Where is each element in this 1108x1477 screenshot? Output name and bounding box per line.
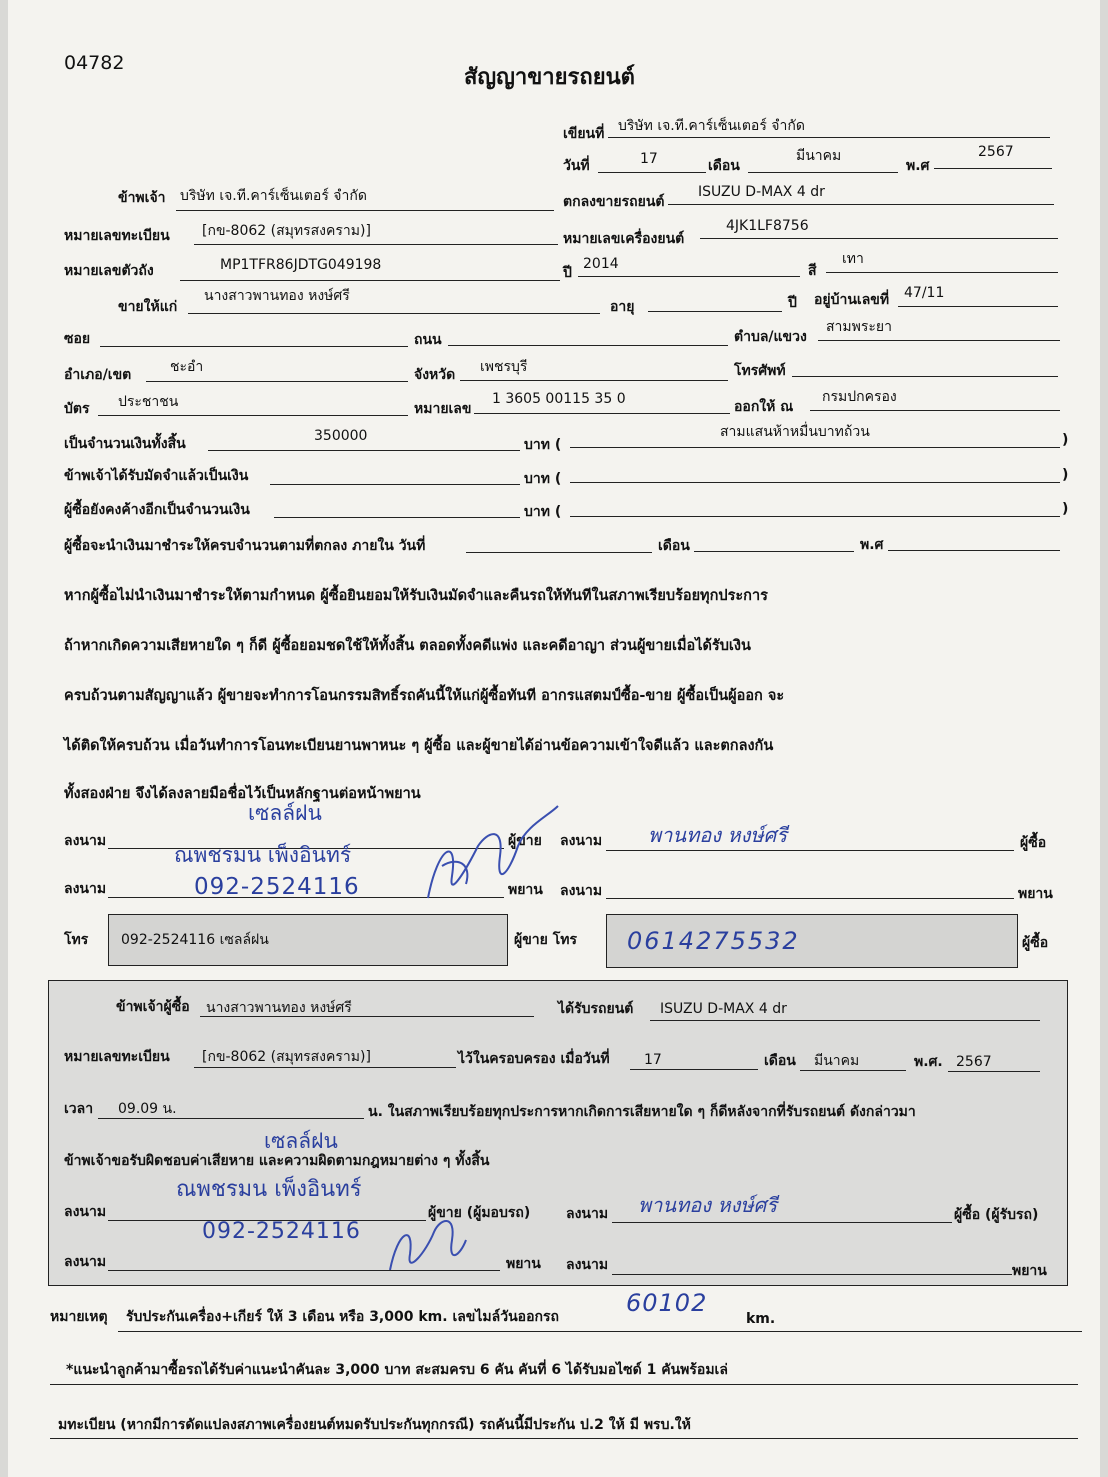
subdistrict-value: สามพระยา [826, 319, 892, 335]
province-value: เพชรบุรี [480, 359, 528, 375]
seller-label: ข้าพเจ้า [118, 190, 166, 206]
road-label: ถนน [414, 332, 442, 348]
remaining-close: ) [1062, 501, 1069, 517]
chassis-no-label: หมายเลขตัวถัง [64, 263, 154, 279]
receipt-section [48, 980, 1068, 1286]
buyer-value: นางสาวพานทอง หงษ์ศรี [204, 288, 350, 304]
seller-phone-role: ผู้ขาย โทร [514, 932, 577, 948]
buyer-label: ขายให้แก่ [118, 299, 178, 315]
receipt-time-label: เวลา [64, 1101, 94, 1117]
total-words-value: สามแสนห้าหมื่นบาทถ้วน [720, 424, 870, 440]
seller-phone-value: 092-2524116 เซลล์ฝน [121, 932, 269, 948]
registration-label: หมายเลขทะเบียน [64, 228, 170, 244]
house-no-label: อยู่บ้านเลขที่ [814, 292, 890, 308]
receipt-buyer-sign-label: ลงนาม [566, 1206, 609, 1222]
total-baht-label: บาท ( [524, 437, 562, 453]
page-title: สัญญาขายรถยนต์ [464, 65, 635, 90]
car-model-value: ISUZU D-MAX 4 dr [698, 184, 825, 200]
total-value: 350000 [314, 428, 368, 444]
document-number: 04782 [64, 52, 125, 74]
receipt-day-value: 17 [644, 1052, 662, 1068]
receipt-buyer-signature: พานทอง หงษ์ศรี [638, 1193, 777, 1217]
receipt-time-value: 09.09 น. [118, 1101, 177, 1117]
receipt-stamp-nickname: เซลล์ฝน [264, 1129, 338, 1153]
seller-value: บริษัท เจ.ที.คาร์เซ็นเตอร์ จำกัด [180, 188, 367, 204]
receipt-car-value: ISUZU D-MAX 4 dr [660, 1001, 787, 1017]
receipt-reg-value: [กข-8062 (สมุทรสงคราม)] [202, 1049, 371, 1065]
written-at-value: บริษัท เจ.ที.คาร์เซ็นเตอร์ จำกัด [618, 118, 805, 134]
buyer-sign-label: ลงนาม [560, 833, 603, 849]
receipt-month-label: เดือน [764, 1053, 796, 1069]
phone-label: โทรศัพท์ [734, 363, 786, 379]
contract-page [8, 0, 1100, 1477]
deposit-label: ข้าพเจ้าได้รับมัดจำแล้วเป็นเงิน [64, 468, 249, 484]
note-line-2: *แนะนำลูกค้ามาซื้อรถได้รับค่าแนะนำคันละ 3,000 บาท สะสมครบ 6 คัน คันที่ 6 ได้รับมอไซด์ 1 คันพร้อมเล่ [66, 1362, 728, 1378]
note-line-1: รับประกันเครื่อง+เกียร์ ให้ 3 เดือน หรือ 3,000 km. เลขไมล์วันออกรถ [126, 1309, 559, 1325]
seller-sign-label: ลงนาม [64, 833, 107, 849]
terms-line-5: ทั้งสองฝ่าย จึงได้ลงลายมือชื่อไว้เป็นหลักฐานต่อหน้าพยาน [64, 786, 421, 802]
color-value: เทา [842, 251, 864, 267]
receipt-stamp-phone: 092-2524116 [202, 1219, 361, 1244]
receipt-seller-sign-label: ลงนาม [64, 1204, 107, 1220]
due-month-label: เดือน [658, 538, 690, 554]
buyer-phone-box [606, 914, 1018, 968]
buyer-role-label: ผู้ซื้อ [1020, 835, 1047, 851]
receipt-car-label: ได้รับรถยนต์ [558, 1001, 634, 1017]
district-label: อำเภอ/เขต [64, 367, 132, 383]
receipt-witness1-role: พยาน [506, 1256, 541, 1272]
phone-row-label: โทร [64, 932, 89, 948]
car-model-label: ตกลงขายรถยนต์ [563, 194, 665, 210]
remaining-label: ผู้ซื้อยังคงค้างอีกเป็นจำนวนเงิน [64, 502, 250, 518]
written-at-label: เขียนที่ [563, 126, 605, 142]
issued-by-value: กรมปกครอง [822, 389, 897, 405]
receipt-clause-2: ข้าพเจ้าขอรับผิดชอบค่าเสียหาย และความผิดตามกฎหมายต่าง ๆ ทั้งสิ้น [64, 1153, 490, 1169]
witness1-sign-label: ลงนาม [64, 881, 107, 897]
date-day-label: วันที่ [563, 158, 590, 174]
due-date-label: ผู้ซื้อจะนำเงินมาชำระให้ครบจำนวนตามที่ตกลง ภายใน วันที่ [64, 538, 426, 554]
date-month-label: เดือน [708, 158, 740, 174]
receipt-witness1-label: ลงนาม [64, 1254, 107, 1270]
year-label: ปี [563, 265, 572, 281]
buyer-phone-value: 0614275532 [627, 927, 800, 955]
house-no-value: 47/11 [904, 285, 945, 301]
date-month: มีนาคม [796, 148, 842, 164]
id-no-label: หมายเลข [414, 401, 472, 417]
seller-stamp-phone: 092-2524116 [194, 874, 360, 900]
district-value: ชะอำ [170, 359, 204, 375]
note-label: หมายเหตุ [50, 1309, 108, 1325]
color-label: สี [808, 263, 817, 279]
seller-phone-box [108, 914, 508, 966]
id-card-type: ประชาชน [118, 394, 179, 410]
receipt-witness2-label: ลงนาม [566, 1257, 609, 1273]
receipt-witness2-role: พยาน [1012, 1263, 1047, 1279]
buyer-signature: พานทอง หงษ์ศรี [648, 823, 787, 847]
subdistrict-label: ตำบล/แขวง [734, 329, 807, 345]
issued-by-label: ออกให้ ณ [734, 399, 794, 415]
buyer-age-unit: ปี [788, 295, 797, 311]
seller-signature-scribble [408, 806, 568, 916]
witness2-role-label: พยาน [1018, 886, 1053, 902]
receipt-buyer-label: ข้าพเจ้าผู้ซื้อ [116, 999, 190, 1015]
receipt-reg-label: หมายเลขทะเบียน [64, 1049, 170, 1065]
seller-stamp-nickname: เซลล์ฝน [248, 801, 322, 825]
seller-role-label: ผู้ขาย [508, 833, 542, 849]
receipt-year-value: 2567 [956, 1054, 992, 1070]
deposit-close: ) [1062, 467, 1069, 483]
registration-value: [กข-8062 (สมุทรสงคราม)] [202, 223, 371, 239]
id-no-value: 1 3605 00115 35 0 [492, 391, 626, 407]
note-mileage: 60102 [626, 1289, 708, 1317]
receipt-buyer-value: นางสาวพานทอง หงษ์ศรี [206, 1000, 352, 1016]
total-label: เป็นจำนวนเงินทั้งสิ้น [64, 436, 186, 452]
buyer-phone-role: ผู้ซื้อ [1022, 935, 1049, 951]
id-card-label: บัตร [64, 401, 90, 417]
date-day: 17 [640, 151, 658, 167]
receipt-seller-role: ผู้ขาย (ผู้มอบรถ) [428, 1205, 531, 1221]
remaining-baht-label: บาท ( [524, 504, 562, 520]
receipt-date-label: ไว้ในครอบครอง เมื่อวันที่ [458, 1051, 610, 1067]
date-year: 2567 [978, 144, 1014, 160]
chassis-no-value: MP1TFR86JDTG049198 [220, 257, 382, 273]
date-year-label: พ.ศ [906, 158, 930, 174]
engine-no-value: 4JK1LF8756 [726, 218, 809, 234]
terms-line-1: หากผู้ซื้อไม่นำเงินมาชำระให้ตามกำหนด ผู้ซื้อยินยอมให้รับเงินมัดจำและคืนรถให้ทันทีในสภาพเรียบร้อยทุกประการ [64, 588, 768, 604]
total-close: ) [1062, 432, 1069, 448]
note-km-unit: km. [746, 1311, 776, 1327]
terms-line-4: ได้ติดให้ครบถ้วน เมื่อวันทำการโอนทะเบียนยานพาหนะ ๆ ผู้ซื้อ และผู้ขายได้อ่านข้อความเข้าใจดีแล้ว และตกลงกัน [64, 738, 774, 754]
deposit-baht-label: บาท ( [524, 471, 562, 487]
receipt-year-label: พ.ศ. [914, 1054, 943, 1070]
province-label: จังหวัด [414, 367, 456, 383]
receipt-month-value: มีนาคม [814, 1053, 860, 1069]
year-value: 2014 [583, 256, 619, 272]
due-year-label: พ.ศ [860, 537, 884, 553]
terms-line-3: ครบถ้วนตามสัญญาแล้ว ผู้ขายจะทำการโอนกรรมสิทธิ์รถคันนี้ให้แก่ผู้ซื้อทันที อากรแสตมป์ซื้อ-ขาย ผู้ซื้อเป็นผู้ออก จะ [64, 688, 785, 704]
soi-label: ซอย [64, 331, 91, 347]
engine-no-label: หมายเลขเครื่องยนต์ [563, 231, 685, 247]
receipt-seller-scribble [380, 1200, 470, 1280]
terms-line-2: ถ้าหากเกิดความเสียหายใด ๆ ก็ดี ผู้ซื้อยอมชดใช้ให้ทั้งสิ้น ตลอดทั้งคดีแพ่ง และคดีอาญา ส่วนผู้ขายเมื่อได้รับเงิน [64, 638, 751, 654]
receipt-buyer-role: ผู้ซื้อ (ผู้รับรถ) [954, 1207, 1039, 1223]
seller-stamp-fullname: ณพชรมน เพ็งอินทร์ [174, 843, 352, 867]
receipt-stamp-fullname: ณพชรมน เพ็งอินทร์ [176, 1177, 362, 1202]
buyer-age-label: อายุ [610, 299, 635, 315]
receipt-clause-1: น. ในสภาพเรียบร้อยทุกประการหากเกิดการเสียหายใด ๆ ก็ดีหลังจากที่รับรถยนต์ ดังกล่าวมา [368, 1104, 916, 1120]
note-line-3: มทะเบียน (หากมีการดัดแปลงสภาพเครื่องยนต์หมดรับประกันทุกกรณี) รถคันนี้มีประกัน ป.2 ให้ มี พรบ.ให้ [58, 1417, 691, 1433]
witness1-role-label: พยาน [508, 882, 543, 898]
witness2-sign-label: ลงนาม [560, 883, 603, 899]
